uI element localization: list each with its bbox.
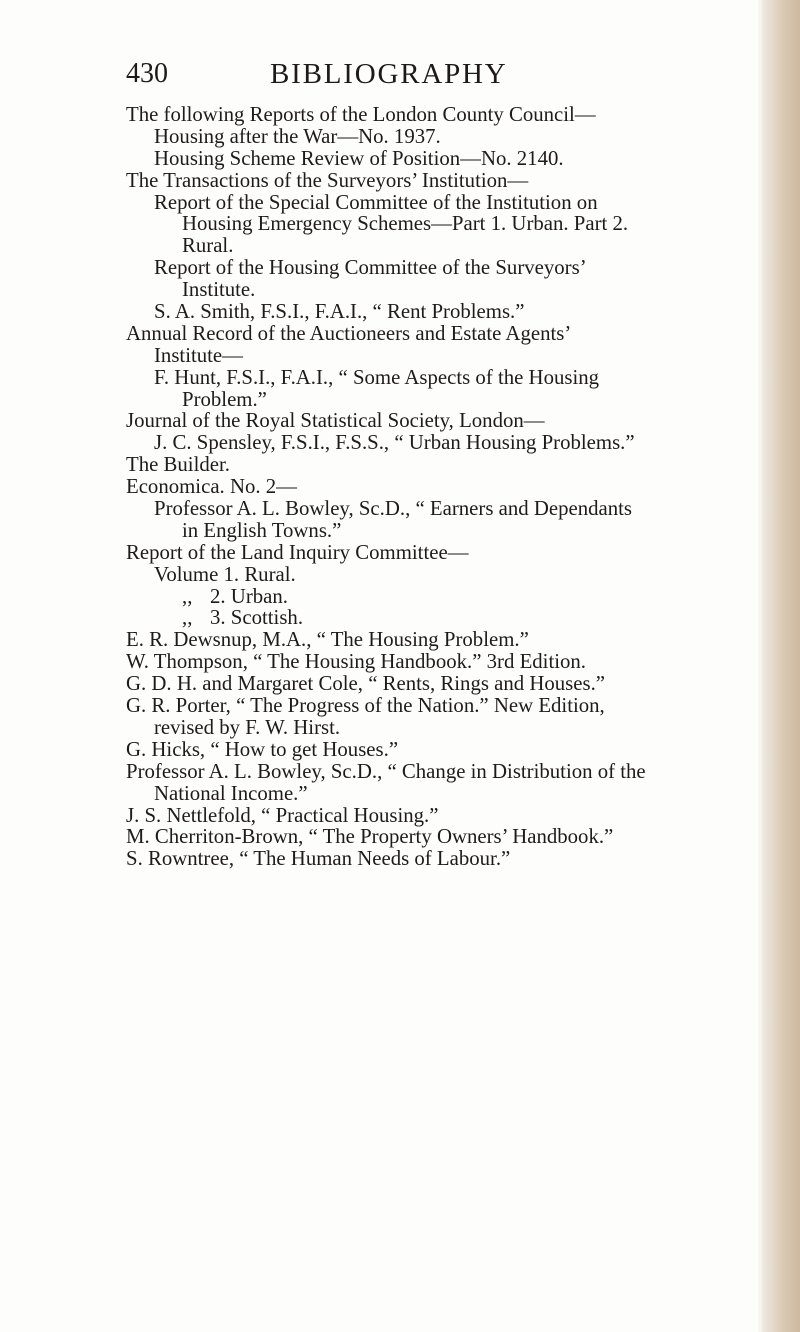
bibliography-line: Problem.” (182, 387, 267, 411)
bibliography-line: National Income.” (154, 781, 308, 805)
bibliography-line: Report of the Special Committee of the Institution on (154, 190, 598, 214)
bibliography-line: J. C. Spensley, F.S.I., F.S.S., “ Urban Housing Problems.” (154, 431, 635, 455)
bibliography-line: E. R. Dewsnup, M.A., “ The Housing Problem.” (126, 628, 529, 652)
bibliography-line: Annual Record of the Auctioneers and Estate Agents’ (126, 321, 572, 345)
bibliography-line: Report of the Land Inquiry Committee— (126, 540, 469, 564)
bibliography-line: Professor A. L. Bowley, Sc.D., “ Change in Distribution of the (126, 759, 646, 783)
bibliography-line: W. Thompson, “ The Housing Handbook.” 3rd Edition. (126, 650, 586, 674)
bibliography-line: Housing Emergency Schemes—Part 1. Urban. Part 2. (182, 212, 629, 236)
bibliography-line: G. D. H. and Margaret Cole, “ Rents, Rings and Houses.” (126, 672, 606, 696)
page-header (126, 56, 748, 92)
bibliography-line: Housing after the War—No. 1937. (154, 124, 441, 148)
bibliography-line: S. Rowntree, “ The Human Needs of Labour.” (126, 847, 511, 871)
bibliography-line: M. Cherriton-Brown, “ The Property Owners’ Handbook.” (126, 825, 614, 849)
page-edge-shadow (758, 0, 800, 1332)
bibliography-line: J. S. Nettlefold, “ Practical Housing.” (126, 803, 439, 827)
bibliography-line: Rural. (182, 234, 234, 258)
bibliography-line: The Transactions of the Surveyors’ Institution— (126, 168, 529, 192)
bibliography-line: Economica. No. 2— (126, 475, 297, 499)
bibliography-line: Volume 1. Rural. (154, 562, 296, 586)
volume-entry: 3. Scottish. (210, 606, 304, 630)
bibliography-line: Institute. (182, 278, 256, 302)
bibliography-line: G. R. Porter, “ The Progress of the Nation.” New Edition, (126, 694, 605, 718)
volume-entry: 2. Urban. (210, 584, 288, 608)
page-number: 430 (126, 58, 168, 89)
bibliography-text (126, 104, 756, 870)
bibliography-line: Journal of the Royal Statistical Society, London— (126, 409, 545, 433)
bibliography-line (126, 586, 756, 608)
bibliography-line: The Builder. (126, 453, 230, 477)
bibliography-line: Report of the Housing Committee of the Surveyors’ (154, 256, 587, 280)
bibliography-line: Institute— (154, 343, 243, 367)
bibliography-line (126, 607, 756, 629)
bibliography-line: S. A. Smith, F.S.I., F.A.I., “ Rent Problems.” (154, 300, 525, 324)
ditto-mark: ,, (182, 606, 193, 630)
bibliography-line: G. Hicks, “ How to get Houses.” (126, 737, 399, 761)
bibliography-line: revised by F. W. Hirst. (154, 715, 341, 739)
bibliography-line: Housing Scheme Review of Position—No. 2140. (154, 146, 564, 170)
bibliography-line: Professor A. L. Bowley, Sc.D., “ Earners and Dependants (154, 497, 633, 521)
bibliography-line: in English Towns.” (182, 518, 342, 542)
bibliography-line: The following Reports of the London County Council— (126, 103, 596, 126)
ditto-mark: ,, (182, 584, 193, 608)
running-head: BIBLIOGRAPHY (270, 58, 508, 90)
bibliography-line: F. Hunt, F.S.I., F.A.I., “ Some Aspects of the Housing (154, 365, 600, 389)
